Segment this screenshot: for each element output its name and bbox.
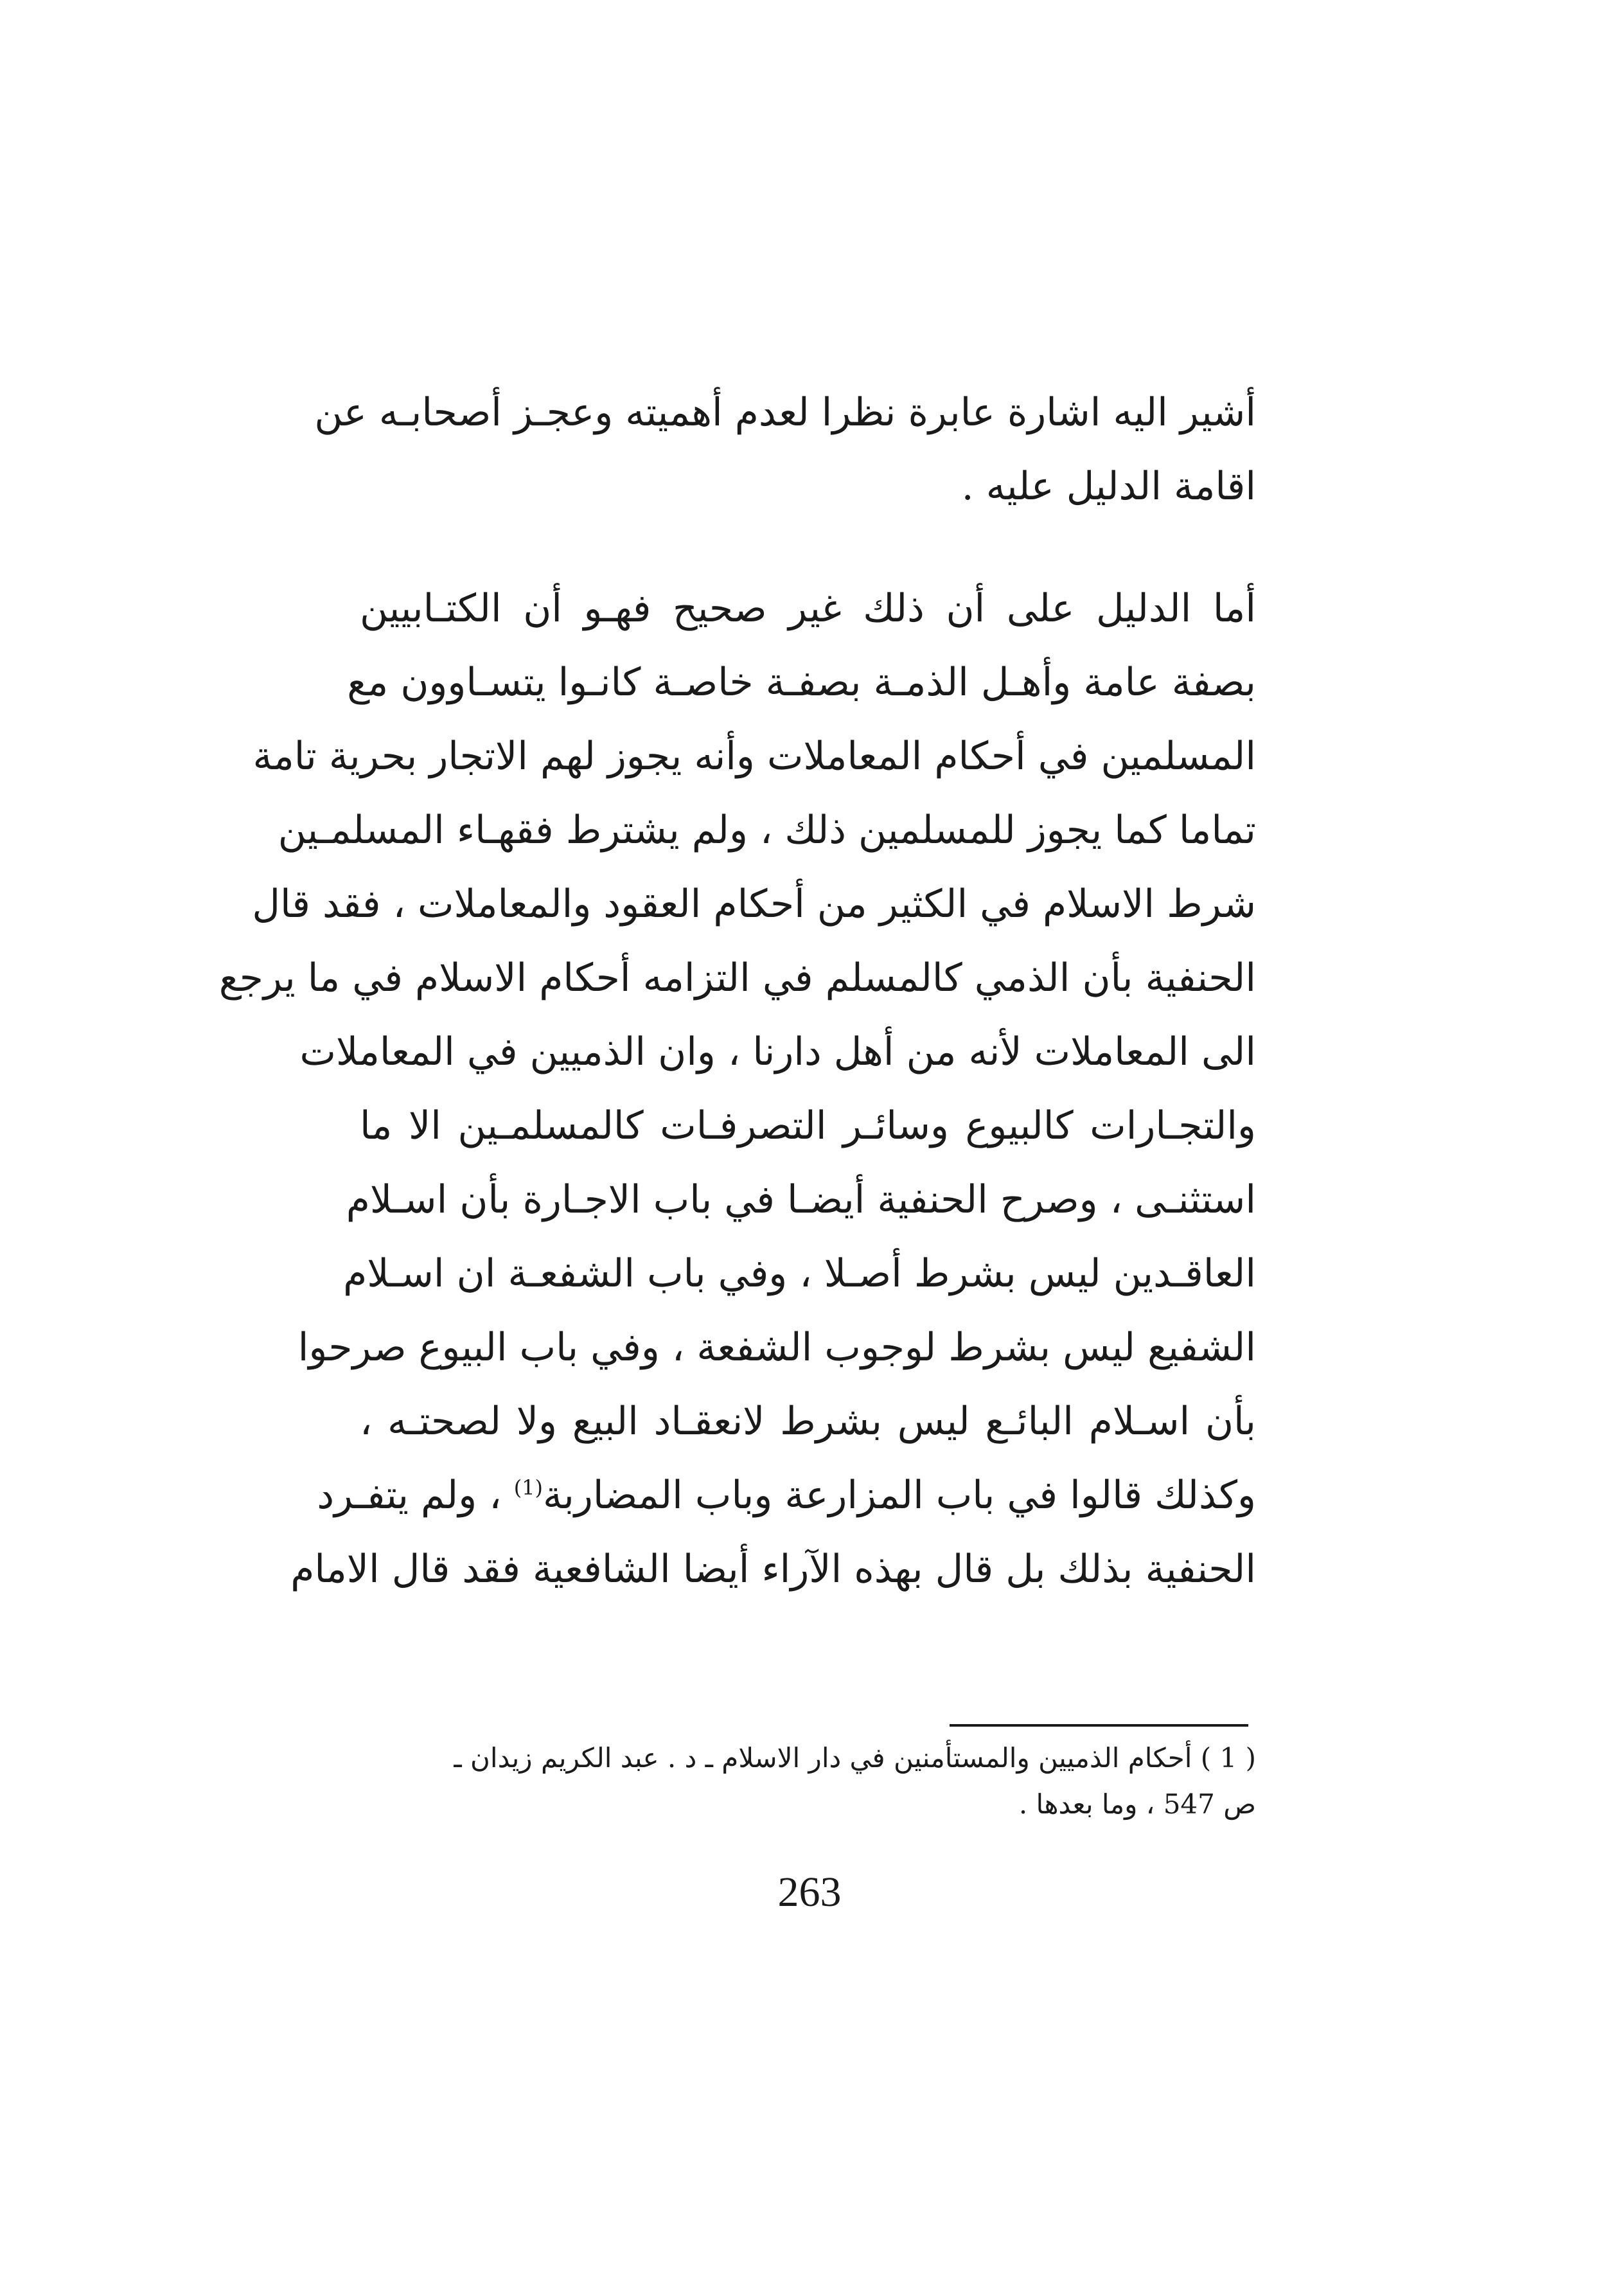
text-line-with-footnote-ref [317, 1459, 1256, 1533]
footnote-line: ص 547 ، وما بعدها . [1018, 1788, 1256, 1820]
text-line: شرط الاسلام في الكثير من أحكام العقود والمعاملات ، فقد قال [252, 882, 1256, 927]
text-line: أما الدليل على أن ذلك غير صحيح فهـو أن الكتـابيين [360, 586, 1256, 631]
text-line-head: وكذلك قالوا في باب المزارعة وباب المضاربة [543, 1473, 1256, 1518]
text-line: استثنـى ، وصرح الحنفية أيضـا في باب الاجـارة بأن اسـلام [346, 1177, 1256, 1222]
text-line: الى المعاملات لأنه من أهل دارنا ، وان الذميين في المعاملات [299, 1029, 1256, 1074]
text-line: أشير اليه اشارة عابرة نظرا لعدم أهميته وعجـز أصحابـه عن [314, 390, 1256, 435]
paragraph-2 [218, 572, 1256, 1606]
text-line: بأن اسـلام البائـع ليس بشرط لانعقـاد البيع ولا لصحتـه ، [360, 1399, 1256, 1444]
footnote-reference[interactable]: (1) [513, 1475, 544, 1500]
footnote-divider [950, 1724, 1248, 1727]
text-line: المسلمين في أحكام المعاملات وأنه يجوز لهم الاتجار بحرية تامة [252, 734, 1256, 779]
text-line: العاقـدين ليس بشرط أصـلا ، وفي باب الشفعـة ان اسـلام [343, 1251, 1256, 1296]
text-line-tail: ، ولم يتفـرد [317, 1473, 514, 1518]
footnote-line: ( 1 ) أحكام الذميين والمستأمنين في دار الاسلام ـ د . عبد الكريم زيدان ـ [454, 1742, 1256, 1774]
page-number: 263 [777, 1869, 842, 1916]
text-line: الشفيع ليس بشرط لوجوب الشفعة ، وفي باب البيوع صرحوا [297, 1325, 1256, 1370]
text-line: اقامة الدليل عليه . [961, 464, 1256, 509]
text-line: تماما كما يجوز للمسلمين ذلك ، ولم يشترط فقهـاء المسلمـين [278, 808, 1256, 853]
text-line: الحنفية بأن الذمي كالمسلم في التزامه أحكام الاسلام في ما يرجع [218, 956, 1256, 1001]
text-line: الحنفية بذلك بل قال بهذه الآراء أيضا الشافعية فقد قال الامام [290, 1547, 1256, 1592]
paragraph-1 [314, 376, 1256, 524]
footnote [363, 1735, 1256, 1828]
text-line: بصفة عامة وأهـل الذمـة بصفـة خاصـة كانـوا يتسـاوون مع [347, 660, 1256, 705]
text-line: والتجـارات كالبيوع وسائـر التصرفـات كالمسلمـين الا ما [360, 1103, 1256, 1148]
